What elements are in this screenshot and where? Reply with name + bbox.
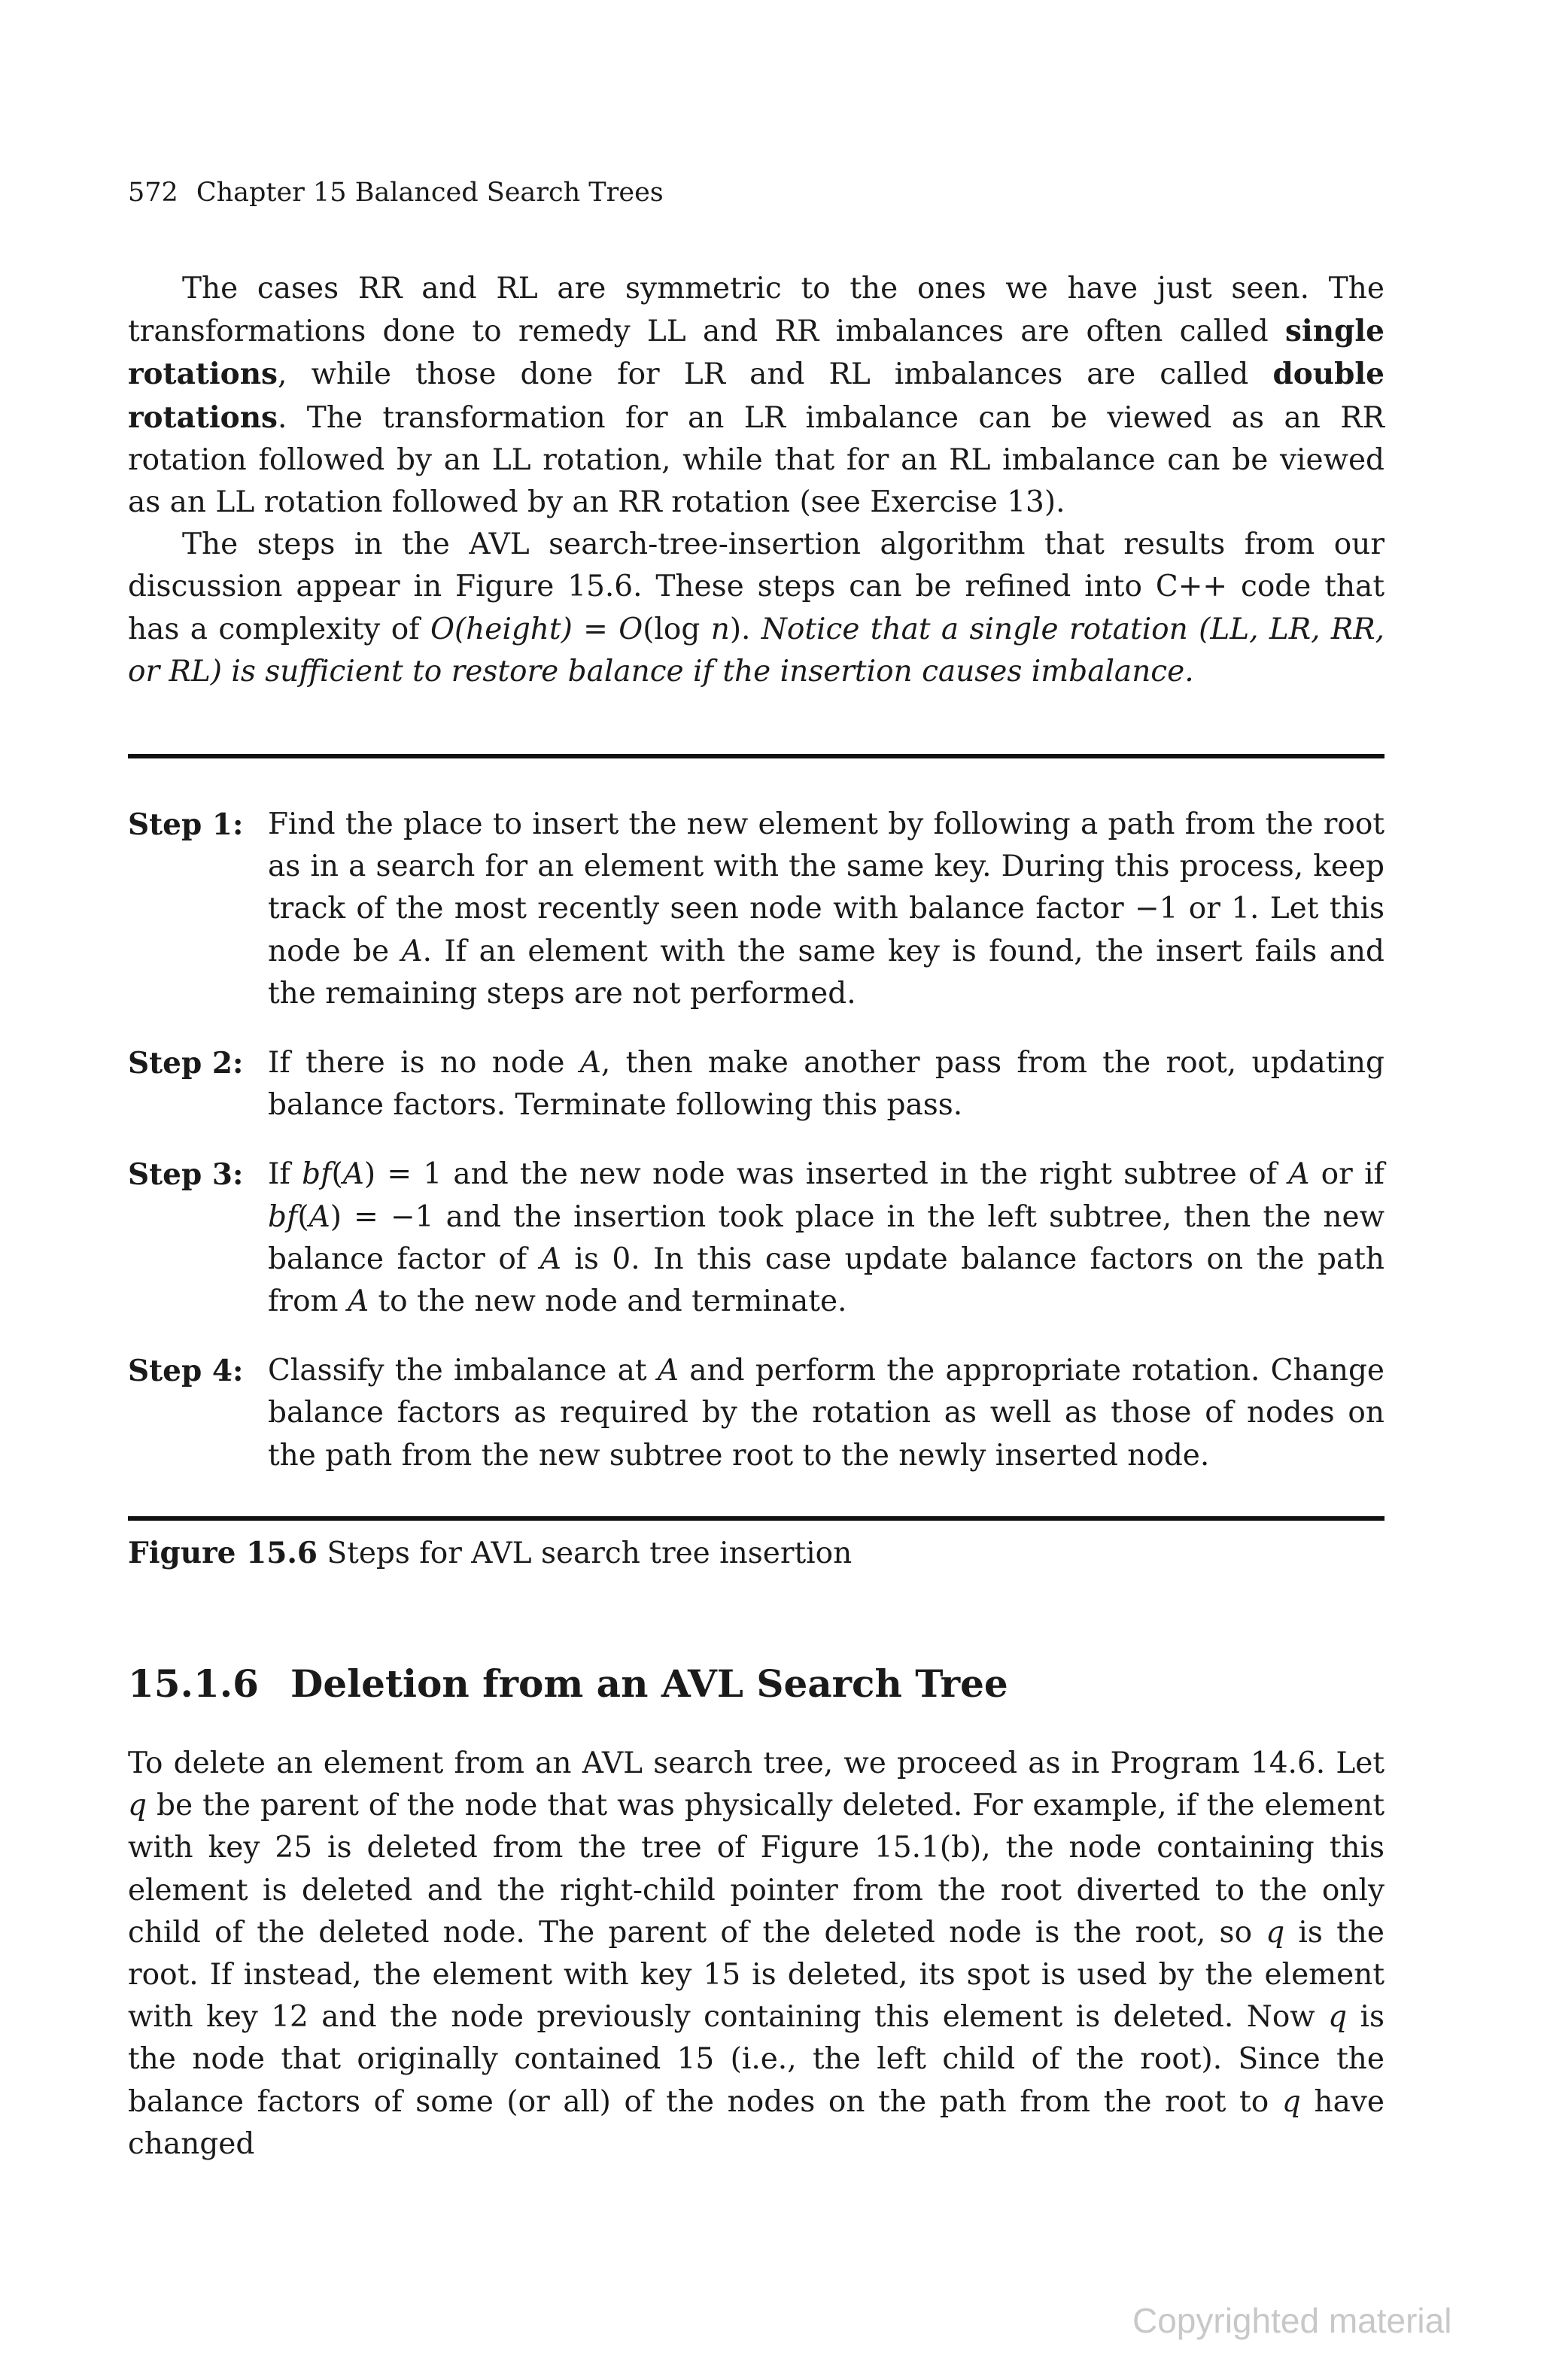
step-label: Step 3: — [128, 1157, 244, 1193]
paragraph-algorithm — [128, 524, 1384, 693]
text-run: be the parent of the node that was physically deleted. For example, if the element with key 25 is deleted from the tree of Figure 15.1(b), the node containing this element is deleted and the right-child pointer from the root diverted to the only child of the deleted node. The parent of the deleted node is the root, so — [128, 1789, 1384, 1950]
paragraph-rotations — [128, 268, 1384, 524]
text-run: is the root. If instead, the element with key 15 is deleted, its spot is used by the element with key 12 and the node previously containing this element is deleted. Now — [128, 1915, 1384, 2035]
text-run: The cases RR and RL are symmetric to the ones we have just seen. The transformations done to remedy LL and RR imbalances are often called — [128, 272, 1384, 349]
text-run: To delete an element from an AVL search tree, we proceed as in Program 14.6. Let — [128, 1746, 1384, 1780]
figure-bottom-rule — [128, 1516, 1384, 1521]
step-label: Step 1: — [128, 807, 244, 842]
math-a: A — [579, 1046, 601, 1081]
step-label: Step 4: — [128, 1354, 244, 1389]
figure-top-rule — [128, 754, 1384, 758]
step-text — [268, 1350, 1384, 1477]
text-run: ) = −1 and the insertion took place in the left subtree, then the new balance factor of — [268, 1199, 1384, 1276]
step-text — [268, 1154, 1384, 1323]
step-label: Step 2: — [128, 1046, 244, 1081]
text-run: ( — [297, 1199, 309, 1234]
math-a: A — [540, 1242, 561, 1276]
text-run: , then make another pass from the root, updating balance factors. Terminate following this pass. — [268, 1046, 1384, 1123]
step-text — [268, 804, 1384, 1015]
page-number: 572 — [128, 178, 178, 208]
paragraph-deletion — [128, 1743, 1384, 2166]
figure-steps — [128, 804, 1384, 1504]
math-a: A — [657, 1354, 679, 1388]
text-run: to the new node and terminate. — [369, 1284, 847, 1319]
section-number: 15.1.6 — [128, 1661, 259, 1706]
math-bf: bf — [268, 1199, 298, 1234]
math-n: n — [710, 612, 730, 646]
math-q: q — [1266, 1915, 1285, 1950]
math-q: q — [1281, 2084, 1301, 2119]
math-o-height: O(height) — [430, 612, 573, 646]
step-text — [268, 1042, 1384, 1126]
section-title: Deletion from an AVL Search Tree — [290, 1661, 1008, 1706]
term-double-rotations: double rotations — [128, 357, 1384, 435]
figure-caption-text: Steps for AVL search tree insertion — [318, 1537, 853, 1570]
step-4 — [128, 1350, 1384, 1477]
math-a: A — [401, 934, 423, 968]
text-run: Find the place to insert the new element by following a path from the root as in a search for an element with the same key. During this process, keep track of the most recently seen node with balance factor −1 or 1. Let this node be — [268, 807, 1384, 968]
section-heading — [128, 1660, 1008, 1708]
text-run: = — [572, 612, 619, 646]
step-1 — [128, 804, 1384, 1015]
math-a: A — [309, 1199, 330, 1234]
text-run: ). — [729, 612, 761, 646]
text-run: If — [268, 1157, 302, 1192]
math-q: q — [1328, 2000, 1348, 2035]
text-run: ( — [331, 1157, 343, 1192]
text-run: is the node that originally contained 15 (i.e., the left child of the root). Since the balance factors of some (or all) of the nodes on the path from the root to — [128, 2000, 1384, 2119]
copyright-watermark: Copyrighted material — [1132, 2301, 1452, 2340]
intro-text — [128, 268, 1384, 693]
emphasis-note: Notice that a single rotation (LL, LR, RR, or RL) is sufficient to restore balance if the insertion causes imbalance. — [128, 612, 1384, 688]
text-run: Classify the imbalance at — [268, 1354, 658, 1388]
term-single-rotations: single rotations — [128, 314, 1384, 392]
text-run: If there is no node — [268, 1046, 580, 1081]
text-run: The steps in the AVL search-tree-insertion algorithm that results from our discussion appear in Figure 15.6. These steps can be refined into C++ code that has a complexity of — [128, 527, 1384, 646]
math-bf: bf — [302, 1157, 332, 1192]
text-run: or if — [1309, 1157, 1384, 1192]
math-a: A — [1288, 1157, 1310, 1192]
math-q: q — [128, 1789, 147, 1823]
math-a: A — [347, 1284, 369, 1319]
math-o: O — [619, 612, 643, 646]
text-run: (log — [643, 612, 711, 646]
math-a: A — [342, 1157, 364, 1192]
figure-label: Figure 15.6 — [128, 1536, 318, 1570]
step-3 — [128, 1154, 1384, 1323]
running-header — [128, 176, 664, 209]
text-run: and perform the appropriate rotation. Change balance factors as required by the rotation as well as those of nodes on the path from the new subtree root to the newly inserted node. — [268, 1354, 1385, 1473]
text-run: have changed — [128, 2084, 1384, 2161]
text-run: . If an element with the same key is found, the insert fails and the remaining steps are not performed. — [268, 934, 1384, 1011]
figure-caption — [128, 1532, 852, 1575]
section-body — [128, 1743, 1384, 2166]
text-run: . The transformation for an LR imbalance can be viewed as an RR rotation followed by an LL rotation, while that for an RL imbalance can be viewed as an LL rotation followed by an RR rotation (see Exercise 13). — [128, 400, 1384, 520]
text-run: ) = 1 and the new node was inserted in the right subtree of — [363, 1157, 1289, 1192]
step-2 — [128, 1042, 1384, 1126]
chapter-title: Chapter 15 Balanced Search Trees — [196, 178, 664, 208]
text-run: is 0. In this case update balance factors on the path from — [268, 1242, 1384, 1319]
text-run: , while those done for LR and RL imbalances are called — [278, 357, 1273, 392]
